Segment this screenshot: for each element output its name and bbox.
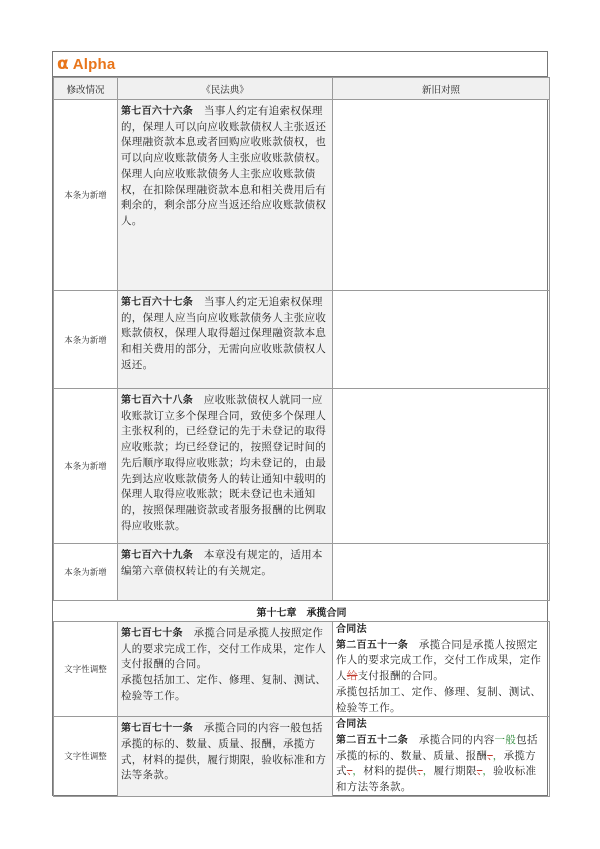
compare-text: 包括承揽的标的、数量、质量、报酬 [336,733,538,762]
deleted-text: 、 [346,765,353,778]
compare-text: 承揽方式 [336,749,536,778]
table-row [54,622,550,717]
compare-text-2: 承揽包括加工、定作、修理、复制、测试、检验等工作。 [336,685,542,714]
article-text: 应收账款债权人就同一应收账款订立多个保理合同，致使多个保理人主张权利的，已经登记的先于未登记的取得应收账款；均已经登记的，按照登记时间的先后顺序取得应收账款；均未登记的，由最先到达应收账款债务人的转让通知中载明的保理人取得应收账款；既未登记也未通知的，按照保理融资款或者服务报酬的比例取得应收账款。 [121,394,327,532]
row-status: 文字性调整 [54,622,118,717]
article-number: 第七百六十六条 [121,106,194,117]
row-status: 本条为新增 [54,544,118,601]
compare-cell [333,389,550,544]
compare-cell [333,622,550,717]
compare-text: 材料的提供 [363,765,418,778]
deleted-text: 给 [346,670,358,683]
chapter-row [54,601,550,622]
law-article [118,717,333,797]
row-status: 本条为新增 [54,389,118,544]
compare-article-number: 第二百五十二条 [336,734,409,746]
inserted-text: ， [482,765,494,778]
row-status: 文字性调整 [54,717,118,797]
deleted-text: 、 [417,765,423,778]
inserted-text: 一般 [494,733,517,746]
table-row [54,389,550,544]
compare-cell [333,291,550,389]
deleted-text: 、 [476,765,483,778]
header-status: 修改情况 [54,78,118,100]
table-row [54,100,550,291]
article-number: 第七百六十八条 [121,395,194,406]
table-row [54,544,550,601]
compare-article-number: 第二百五十一条 [336,639,409,651]
article-number: 第七百六十七条 [121,297,194,308]
brand-header [53,52,547,77]
chapter-title: 第十七章 承揽合同 [54,601,550,622]
article-text: 当事人约定无追索权保理的，保理人应当向应收账款债务人主张应收账款债权，保理人取得超过保理融资款本息和相关费用的部分，无需向应收账款债权人返还。 [121,296,327,371]
deleted-text: 、 [487,749,493,762]
comparison-table [53,77,550,797]
table-row [54,717,550,797]
brand-name: Alpha [72,55,116,73]
article-number: 第七百七十一条 [121,723,194,735]
law-article [118,622,333,717]
inserted-text: ， [492,749,504,762]
compare-cell [333,544,550,601]
law-article [118,291,333,389]
inserted-text: ， [352,765,364,778]
compare-text: 支付报酬的合同。 [357,670,445,683]
law-article [118,389,333,544]
compare-source: 合同法 [336,624,367,635]
header-compare: 新旧对照 [333,78,550,100]
compare-text: 承揽合同是承揽人按照定作人的要求完成工作，交付工作成果，定作人 [336,638,542,683]
article-text: 承揽合同的内容一般包括承揽的标的、数量、质量、报酬，承揽方式，材料的提供，履行期限，验收标准和方法等条款。 [121,722,327,782]
article-text-2: 承揽包括加工、定作、修理、复制、测试、检验等工作。 [121,674,327,702]
table-header-row [54,78,550,100]
row-status: 本条为新增 [54,100,118,291]
compare-text: 履行期限 [433,765,477,778]
document-sheet [52,51,548,796]
compare-cell [333,717,550,797]
compare-cell [333,100,550,291]
article-text: 承揽合同是承揽人按照定作人的要求完成工作，交付工作成果，定作人支付报酬的合同。 [121,627,327,671]
article-number: 第七百七十条 [121,628,183,639]
compare-text: 验收标准和方法等条款。 [336,765,537,794]
alpha-logo-icon: α [57,53,69,74]
article-number: 第七百六十九条 [121,550,194,561]
article-text: 本章没有规定的，适用本编第六章债权转让的有关规定。 [121,549,323,577]
article-text: 当事人约定有追索权保理的，保理人可以向应收账款债权人主张返还保理融资款本息或者回购应收账款债权，也可以向应收账款债务人主张应收账款债权。保理人向应收账款债务人主张应收账款债权，在扣除保理融资款本息和相关费用后有剩余的，剩余部分应当返还给应收账款债权人。 [121,105,327,227]
header-law: 《民法典》 [118,78,333,100]
table-row [54,291,550,389]
inserted-text: ， [422,765,434,778]
compare-text: 承揽合同的内容 [418,733,495,746]
law-article [118,100,333,291]
row-status: 本条为新增 [54,291,118,389]
law-article [118,544,333,601]
compare-source: 合同法 [336,719,367,731]
